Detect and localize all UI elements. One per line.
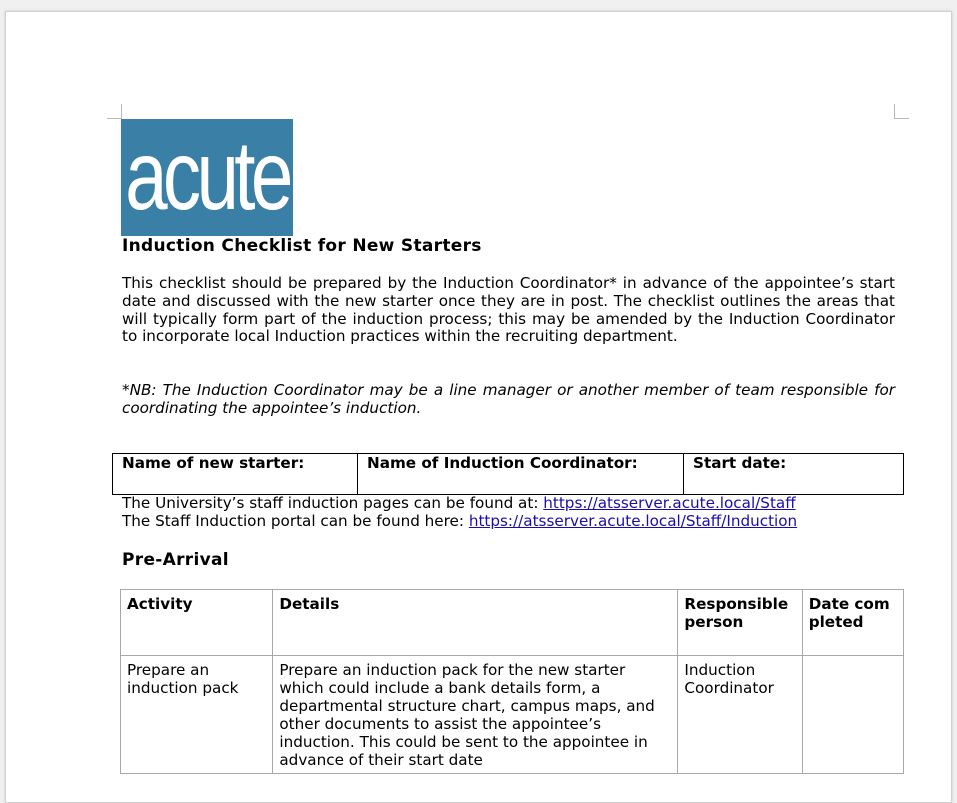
staff-pages-line: [122, 494, 797, 512]
start-date-cell[interactable]: Start date:: [684, 454, 904, 495]
starter-info-table: [112, 453, 904, 495]
table-row: [121, 656, 904, 774]
responsible-cell: Induction Coordinator: [678, 656, 802, 774]
induction-links: [122, 494, 797, 530]
date-completed-cell[interactable]: [802, 656, 903, 774]
details-cell: Prepare an induction pack for the new starter which could include a bank details form, a departmental structure chart, campus maps, and other documents to assist the appointee’s induction. This could be sent to the appointee in advance of their start date: [273, 656, 678, 774]
pre-arrival-heading: Pre-Arrival: [122, 550, 229, 570]
header-responsible-person: Responsible person: [678, 590, 802, 656]
activity-cell: Prepare an induction pack: [121, 656, 273, 774]
table-header-row: [121, 590, 904, 656]
staff-pages-link[interactable]: https://atsserver.acute.local/Staff: [543, 494, 796, 512]
logo-text: acute: [125, 119, 289, 230]
coordinator-name-cell[interactable]: Name of Induction Coordinator:: [358, 454, 684, 495]
header-date-completed: Date completed: [802, 590, 903, 656]
acute-logo: [121, 119, 293, 236]
crop-mark-top-right: [894, 104, 909, 119]
intro-paragraph: This checklist should be prepared by the Induction Coordinator* in advance of the appointee’s start date and discussed with the new starter once they are in post. The checklist outlines the areas that will typically form part of the induction process; this may be amended by the Induction Coordinator to incorporate local Induction practices within the recruiting department.: [122, 274, 895, 346]
crop-mark-top-left: [107, 104, 122, 119]
staff-pages-text: The University’s staff induction pages can be found at:: [122, 494, 544, 512]
portal-text: The Staff Induction portal can be found here:: [122, 512, 469, 530]
pre-arrival-table: [120, 589, 904, 774]
portal-line: [122, 512, 797, 530]
document-title: Induction Checklist for New Starters: [122, 236, 482, 256]
induction-portal-link[interactable]: https://atsserver.acute.local/Staff/Induction: [468, 512, 798, 530]
coordinator-note: *NB: The Induction Coordinator may be a line manager or another member of team responsible for coordinating the appointee’s induction.: [122, 381, 895, 417]
header-activity: Activity: [121, 590, 273, 656]
new-starter-name-cell[interactable]: Name of new starter:: [113, 454, 358, 495]
header-details: Details: [273, 590, 678, 656]
document-page: [5, 11, 952, 803]
